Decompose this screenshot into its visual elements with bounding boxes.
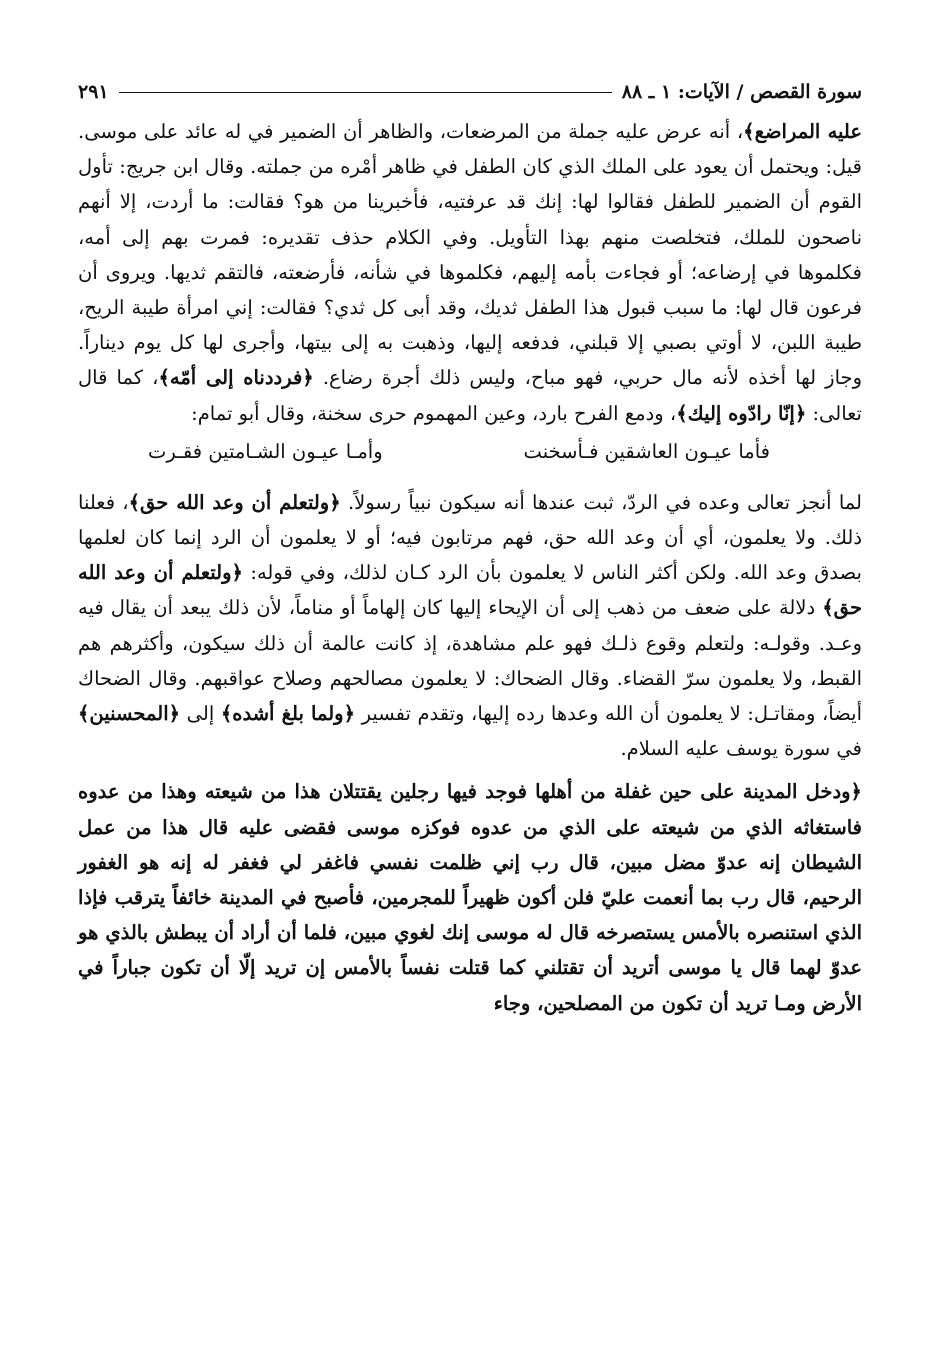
text-run: ، كما قال تعالى: bbox=[78, 366, 862, 425]
poetry-verse bbox=[78, 431, 862, 485]
page-number: ٢٩١ bbox=[78, 81, 109, 103]
paragraph-gap bbox=[78, 766, 862, 774]
text-run: دلالة على ضعف من ذهب إلى أن الإيحاء إليها كان إلهاماً أو مناماً، لأن ذلك يبعد أن يقال فيه وعـد. وقولـه: ولتعلم وقوع ذلـك فهو علم مشاهدة، إذ كانت عالمة أن ذلك سيكون، وأكثرهم هم القبط، ولا يعلمون سرّ القضاء. وقال الضحاك: لا يعلمون مصالحهم وصلاح عواقبهم. وقال الضحاك أيضاً، ومقاتـل: لا يعلمون أن الله وعدها رده إليها، وتقدم تفسير bbox=[78, 596, 862, 726]
quran-quote: عليه المراضع﴾ bbox=[743, 120, 863, 143]
quran-quote: ﴿ولتعلم أن وعد الله حق﴾ bbox=[78, 561, 862, 620]
text-run: لما أنجز تعالى وعده في الردّ، ثبت عندها أنه سيكون نبياً رسولاً. bbox=[340, 490, 862, 514]
verse-hemistich-right: فأما عيـون العاشقين فـأسخنت bbox=[523, 439, 770, 463]
verse-hemistich-left: وأمـا عيـون الشـامتين فقـرت bbox=[148, 439, 383, 463]
quran-passage: ﴿ودخل المدينة على حين غفلة من أهلها فوجد فيها رجلين يقتتلان هذا من شيعته وهذا من عدوه فاستغاثه الذي من شيعته على الذي من عدوه فوكزه موسى فقضى عليه قال هذا من عمل الشيطان إنه عدوّ مضل مبين، قال رب إني ظلمت نفسي فاغفر لي فغفر له إنه هو الغفور الرحيم، قال رب بما أنعمت عليّ فلن أكون ظهيراً للمجرمين، فأصبح في المدينة خائفاً يترقب فإذا الذي استنصره بالأمس يستصرخه قال له موسى إنك لغوي مبين، فلما أن أراد أن يبطش بالذي هو عدوّ لهما قال يا موسى أتريد أن تقتلني كما قتلت نفساً بالأمس إن تريد إلّا أن تكون جباراً في الأرض ومـا تريد أن تكون من المصلحين، وجاء bbox=[78, 780, 862, 1015]
text-run: إلى bbox=[180, 702, 221, 726]
text-run: ، ودمع الفرح بارد، وعين المهموم حرى سخنة، وقال أبو تمام: bbox=[191, 401, 677, 425]
quran-quote: ﴿ولما بلغ أشده﴾ bbox=[220, 702, 356, 726]
text-run: ، فعلنا ذلك. ولا يعلمون، أي أن وعد الله حق، فهم مرتابون فيه؛ أو لا يعلمون أن الرد إنما كان لعلمها بصدق وعد الله. ولكن أكثر الناس لا يعلمون بأن الرد كـان لذلك، وفي قوله: bbox=[78, 490, 862, 585]
header-rule bbox=[119, 92, 612, 93]
page bbox=[78, 70, 862, 1300]
text-run: في سورة يوسف عليه السلام. bbox=[620, 737, 862, 761]
running-header bbox=[78, 70, 862, 114]
quran-quote: ﴿فرددناه إلى أمّه﴾ bbox=[158, 366, 314, 390]
paragraph-1 bbox=[78, 114, 862, 431]
text-run: ، أنه عرض عليه جملة من المرضعات، والظاهر أن الضمير في له عائد على موسى. قيل: ويحتمل أن يعود على الملك الذي كان الطفل في ظاهر أمْره من جملته. وقال ابن جريج: تأول القوم أن الضمير للطفل فقالوا لها: إنك قد عرفتيه، فأخبرينا من هو؟ فقالت: ما أردت، إلا أنهم ناصحون للملك، فتخلصت منهم بهذا التأويل. وفي الكلام حذف تقديره: فمرت بهم إلى أمه، فكلموها في إرضاعه؛ أو فجاءت بأمه إليهم، فكلموها في شأنه، فأرضعته، فالتقم ثديها. ويروى أن فرعون قال لها: ما سبب قبول هذا الطفل ثديك، وقد أبى كل ثدي؟ فقالت: إني امرأة طيبة الريح، طيبة اللبن، لا أوتي بصبي إلا قبلني، فدفعه إليها، وذهبت به إلى بيتها، وأجرى لها كل يوم ديناراً. وجاز لها أخذه لأنه مال حربي، فهو مباح، وليس ذلك أجرة رضاع. bbox=[78, 120, 862, 390]
quran-quote: ﴿إنّا رادّوه إليك﴾ bbox=[676, 401, 807, 425]
quran-quote: ﴿ولتعلم أن وعد الله حق﴾ bbox=[128, 490, 341, 514]
quran-quote: ﴿المحسنين﴾ bbox=[78, 702, 181, 726]
header-title: سورة القصص / الآيات: ١ ـ ٨٨ bbox=[621, 81, 862, 103]
paragraph-2 bbox=[78, 485, 862, 767]
